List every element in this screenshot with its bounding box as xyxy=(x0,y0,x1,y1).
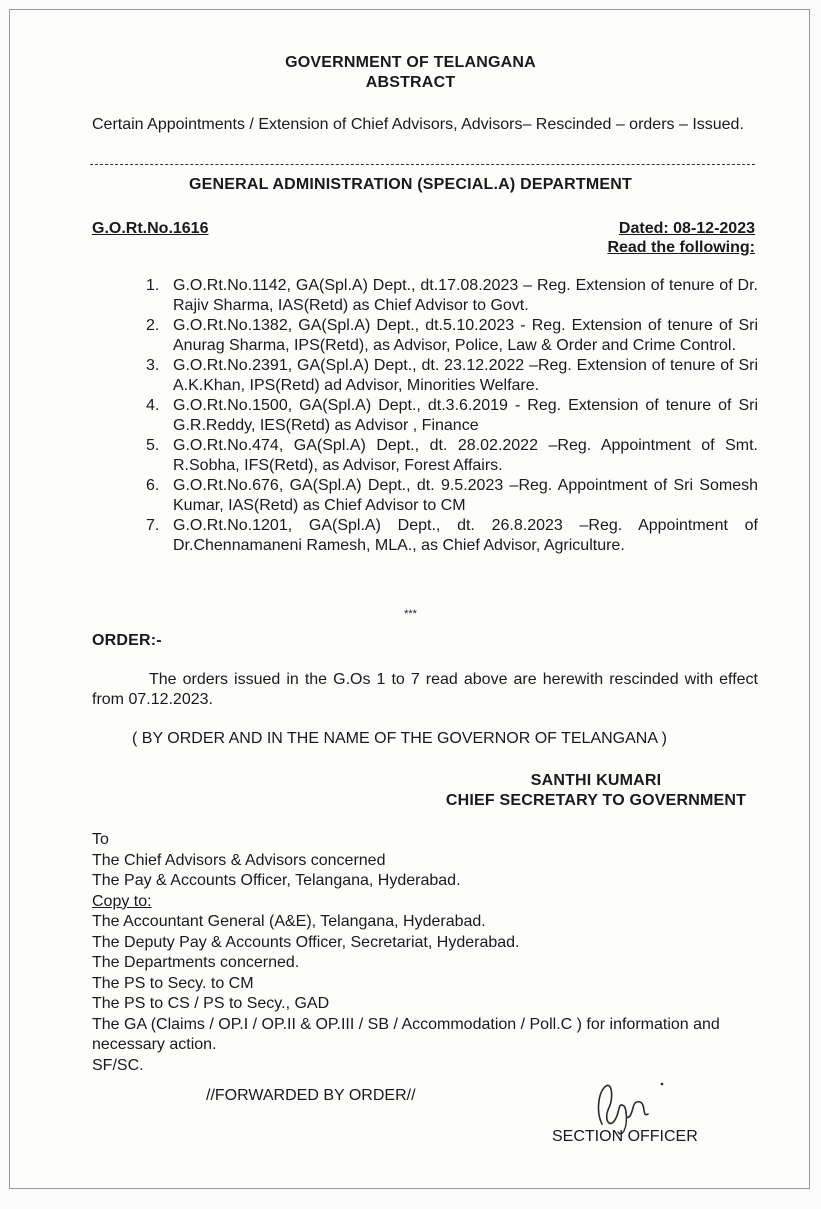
copy-to-label: Copy to: xyxy=(92,892,152,910)
go-date: Dated: 08-12-2023 xyxy=(618,220,755,237)
list-item: The GA (Claims / OP.I / OP.II & OP.III / SB / Accommodation / Poll.C ) for information and necessary action. xyxy=(92,1015,720,1053)
list-item xyxy=(146,316,758,356)
list-item: SF/SC. xyxy=(92,1056,144,1074)
signatory-name: SANTHI KUMARI xyxy=(530,772,662,789)
list-text: G.O.Rt.No.1201, GA(Spl.A) Dept., dt. 26.8.2023 –Reg. Appointment of Dr.Chennamaneni Ramesh, MLA., as Chief Advisor, Agriculture. xyxy=(173,517,758,554)
list-item: The Deputy Pay & Accounts Officer, Secretariat, Hyderabad. xyxy=(92,933,520,951)
by-order-line: ( BY ORDER AND IN THE NAME OF THE GOVERNOR OF TELANGANA ) xyxy=(132,730,667,747)
dashed-divider xyxy=(90,164,755,165)
to-label: To xyxy=(92,831,109,848)
order-body: The orders issued in the G.Os 1 to 7 read above are herewith rescinded with effect from 07.12.2023. xyxy=(92,671,758,708)
list-item: The Accountant General (A&E), Telangana, Hyderabad. xyxy=(92,913,486,930)
list-text: G.O.Rt.No.676, GA(Spl.A) Dept., dt. 9.5.2023 –Reg. Appointment of Sri Somesh Kumar, IAS(Retd) as Chief Advisor to CM xyxy=(173,477,758,514)
list-number: 4. xyxy=(146,397,160,414)
list-text: G.O.Rt.No.474, GA(Spl.A) Dept., dt. 28.02.2022 –Reg. Appointment of Smt. R.Sobha, IFS(Retd), as Advisor, Forest Affairs. xyxy=(173,437,758,474)
signatory-title: CHIEF SECRETARY TO GOVERNMENT xyxy=(445,792,747,809)
distribution-list xyxy=(92,830,762,1076)
reference-list xyxy=(146,276,758,556)
list-item xyxy=(146,276,758,316)
list-item: The Pay & Accounts Officer, Telangana, Hyderabad. xyxy=(92,872,461,889)
list-text: G.O.Rt.No.1382, GA(Spl.A) Dept., dt.5.10.2023 - Reg. Extension of tenure of Sri Anurag Sharma, IPS(Retd), as Advisor, Police, Law & Order and Crime Control. xyxy=(173,317,758,354)
read-following: Read the following: xyxy=(607,239,755,256)
list-text: G.O.Rt.No.1142, GA(Spl.A) Dept., dt.17.08.2023 – Reg. Extension of tenure of Dr. Rajiv Sharma, IAS(Retd) as Chief Advisor to Govt. xyxy=(173,277,758,314)
list-number: 7. xyxy=(146,517,160,534)
list-number: 2. xyxy=(146,317,160,334)
list-item xyxy=(146,356,758,396)
section-separator: *** xyxy=(404,608,417,620)
list-number: 5. xyxy=(146,437,160,454)
list-item: The PS to Secy. to CM xyxy=(92,974,254,992)
go-number: G.O.Rt.No.1616 xyxy=(92,220,209,237)
forwarded-by-order: //FORWARDED BY ORDER// xyxy=(206,1087,416,1104)
list-number: 6. xyxy=(146,477,160,494)
list-item: The PS to CS / PS to Secy., GAD xyxy=(92,995,330,1012)
government-title: GOVERNMENT OF TELANGANA xyxy=(285,54,536,71)
list-text: G.O.Rt.No.1500, GA(Spl.A) Dept., dt.3.6.2019 - Reg. Extension of tenure of Sri G.R.Reddy, IES(Retd) as Advisor , Finance xyxy=(173,397,758,434)
abstract-title: ABSTRACT xyxy=(365,74,456,91)
department-title: GENERAL ADMINISTRATION (SPECIAL.A) DEPARTMENT xyxy=(188,176,633,193)
section-officer: SECTION OFFICER xyxy=(552,1128,698,1145)
document-page xyxy=(9,9,810,1189)
list-number: 3. xyxy=(146,357,160,374)
list-item xyxy=(146,516,758,556)
list-text: G.O.Rt.No.2391, GA(Spl.A) Dept., dt. 23.12.2022 –Reg. Extension of tenure of Sri A.K.Khan, IPS(Retd) ad Advisor, Minorities Welfare. xyxy=(173,357,758,394)
list-item: The Departments concerned. xyxy=(92,954,300,971)
list-item xyxy=(146,476,758,516)
subject-line: Certain Appointments / Extension of Chief Advisors, Advisors– Rescinded – orders – Issued. xyxy=(92,116,744,133)
list-number: 1. xyxy=(146,277,160,294)
list-item xyxy=(146,396,758,436)
list-item: The Chief Advisors & Advisors concerned xyxy=(92,851,386,869)
list-item xyxy=(146,436,758,476)
order-heading: ORDER:- xyxy=(92,632,162,649)
